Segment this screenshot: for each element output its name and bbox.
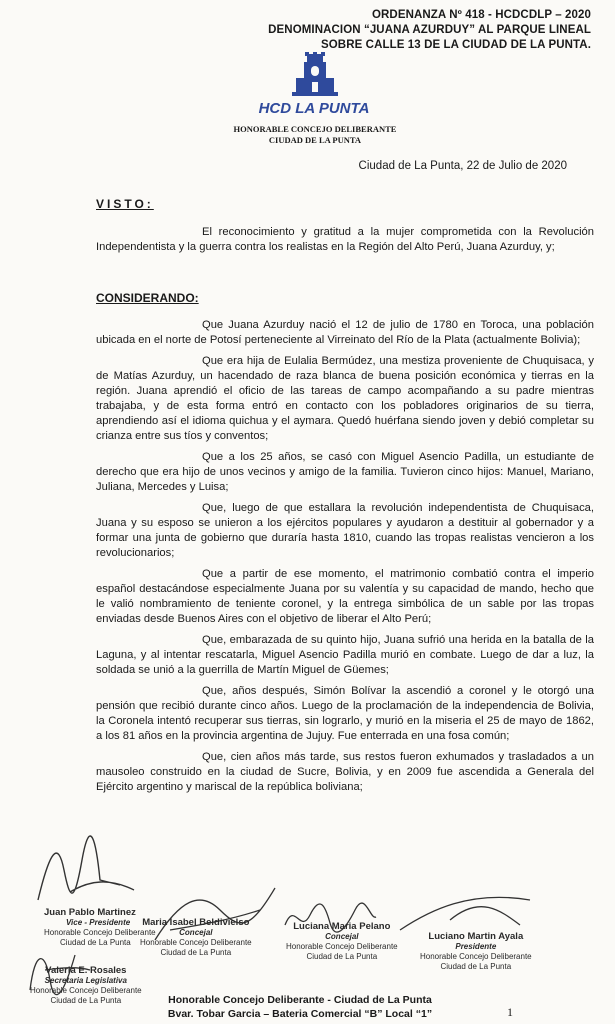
ordinance-title-line2: SOBRE CALLE 13 DE LA CIUDAD DE LA PUNTA.	[320, 39, 591, 51]
signer-name: Luciano Martin Ayala	[428, 931, 524, 942]
signer-name: Maria Isabel Beldivielso	[142, 917, 250, 928]
considerando-paragraph: Que a los 25 años, se casó con Miguel Asencio Padilla, un estudiante de derecho que era hijo de unos vecinos y amigo de la familia. Tuvieron cinco hijos: Manuel, Mariano, Juliana, Mercedes y Luisa;	[96, 451, 594, 493]
considerando-paragraph: Que, embarazada de su quinto hijo, Juana sufrió una herida en la batalla de la Laguna, y al intentar rescatarla, Miguel Asencio Padilla murió en combate. Luego de dar a luz, la soldada se unió a la guerrilla de Martín Miguel de Güemes;	[96, 634, 594, 676]
footer-address: Bvar. Tobar Garcia – Bateria Comercial “B” Local “1”	[167, 1008, 433, 1020]
signer-org: Honorable Concejo Deliberante	[420, 952, 532, 961]
signature-block-concejal1	[140, 918, 252, 958]
considerando-section	[96, 318, 594, 795]
signer-city: Ciudad de La Punta	[440, 962, 512, 971]
signer-org: Honorable Concejo Deliberante	[286, 942, 398, 951]
institution-name: HONORABLE CONCEJO DELIBERANTE	[233, 124, 397, 134]
signer-role: Vice - Presidente	[66, 918, 131, 927]
ordinance-title-line1: DENOMINACION “JUANA AZURDUY” AL PARQUE LINEAL	[268, 24, 591, 36]
considerando-paragraph: Que, años después, Simón Bolívar la ascendió a coronel y le otorgó una pensión que recibió durante cinco años. Luego de la proclamación de la independencia de Bolivia, la Coronela intentó recuperar sus tierras, sin lograrlo, y murió en la miseria el 25 de mayo de 1862, a los 81 años en la provincia argentina de Jujuy. Fue enterrada en una fosa común;	[96, 685, 594, 742]
signer-name: Valeria E. Rosales	[45, 965, 127, 976]
ordinance-number: ORDENANZA Nº 418 - HCDCDLP – 2020	[371, 9, 591, 21]
signer-city: Ciudad de La Punta	[50, 996, 122, 1005]
considerando-paragraph: Que era hija de Eulalia Bermúdez, una mestiza proveniente de Chuquisaca, y de Matías Azurduy, un hacendado de raza blanca de buena posición económica y tierras en la región. Juana aprendió el oficio de las tareas de campo acompañando a su padre mientras trabajaba, y de esta forma entró en contacto con los pobladores originarios de su tierra, aprendiendo así el idioma quichua y el aymara. Quedó huérfana siendo joven y debió completar su crianza entre sus tíos y conventos;	[96, 355, 594, 442]
castle-tower-icon	[292, 52, 338, 100]
signature-block-concejal2	[286, 922, 398, 962]
footer-institution: Honorable Concejo Deliberante - Ciudad de La Punta	[168, 994, 432, 1006]
institution-city: CIUDAD DE LA PUNTA	[268, 135, 362, 145]
page-number: 1	[507, 1005, 513, 1019]
signer-role: Presidente	[455, 942, 497, 951]
signature-block-secretary	[30, 966, 142, 1006]
visto-text: El reconocimiento y gratitud a la mujer comprometida con la Revolución Independentista y la guerra contra los realistas en la Región del Alto Perú, Juana Azurduy, y;	[96, 226, 594, 253]
considerando-paragraph: Que, cien años más tarde, sus restos fueron exhumados y trasladados a un mausoleo construido en la ciudad de Sucre, Bolivia, y en 2009 fue ascendida a Generala del Ejército argentino y mariscal de la república boliviana;	[96, 751, 594, 793]
considerando-heading: CONSIDERANDO:	[96, 291, 199, 305]
signature-block-president	[420, 932, 532, 972]
signer-city: Ciudad de La Punta	[306, 952, 378, 961]
signer-role: Secretaria Legislativa	[44, 976, 127, 985]
visto-heading: VISTO:	[96, 197, 154, 211]
signer-city: Ciudad de La Punta	[160, 948, 232, 957]
considerando-paragraph: Que, luego de que estallara la revolución independentista de Chuquisaca, Juana y su esposo se unieron a los ejércitos populares y ayudaron a destituir al gobernador y a formar una junta de gobierno que duraría hasta 1810, cuando las tropas realistas vencieron a los revolucionarios;	[96, 502, 594, 559]
signer-name: Luciana Maria Pelano	[293, 921, 391, 932]
signer-role: Concejal	[179, 928, 213, 937]
visto-section	[96, 225, 594, 255]
considerando-paragraph: Que Juana Azurduy nació el 12 de julio de 1780 en Toroca, una población ubicada en el norte de Potosí perteneciente al Virreinato del Río de la Plata (actualmente Bolivia);	[96, 319, 594, 346]
signer-org: Honorable Concejo Deliberante	[30, 986, 142, 995]
signer-city: Ciudad de La Punta	[60, 938, 131, 947]
considerando-paragraph: Que a partir de ese momento, el matrimonio combatió contra el imperio español destacándose especialmente Juana por su valentía y su capacidad de mando, hecho que le valió nombramiento de teniente coronel, y la entrega simbólica de un sable por las tropas enviadas desde Buenos Aires con el objetivo de liberar el Alto Perú;	[96, 568, 594, 625]
signature-block-vicepresident	[44, 908, 156, 948]
signer-role: Concejal	[325, 932, 359, 941]
document-date: Ciudad de La Punta, 22 de Julio de 2020	[358, 160, 567, 172]
signer-org: Honorable Concejo Deliberante	[140, 938, 252, 947]
signer-name: Juan Pablo Martinez	[44, 907, 136, 918]
signer-org: Honorable Concejo Deliberante	[44, 928, 156, 937]
signature-scribble-vicepresident	[30, 830, 140, 910]
logo-wordmark: HCD LA PUNTA	[258, 100, 370, 117]
